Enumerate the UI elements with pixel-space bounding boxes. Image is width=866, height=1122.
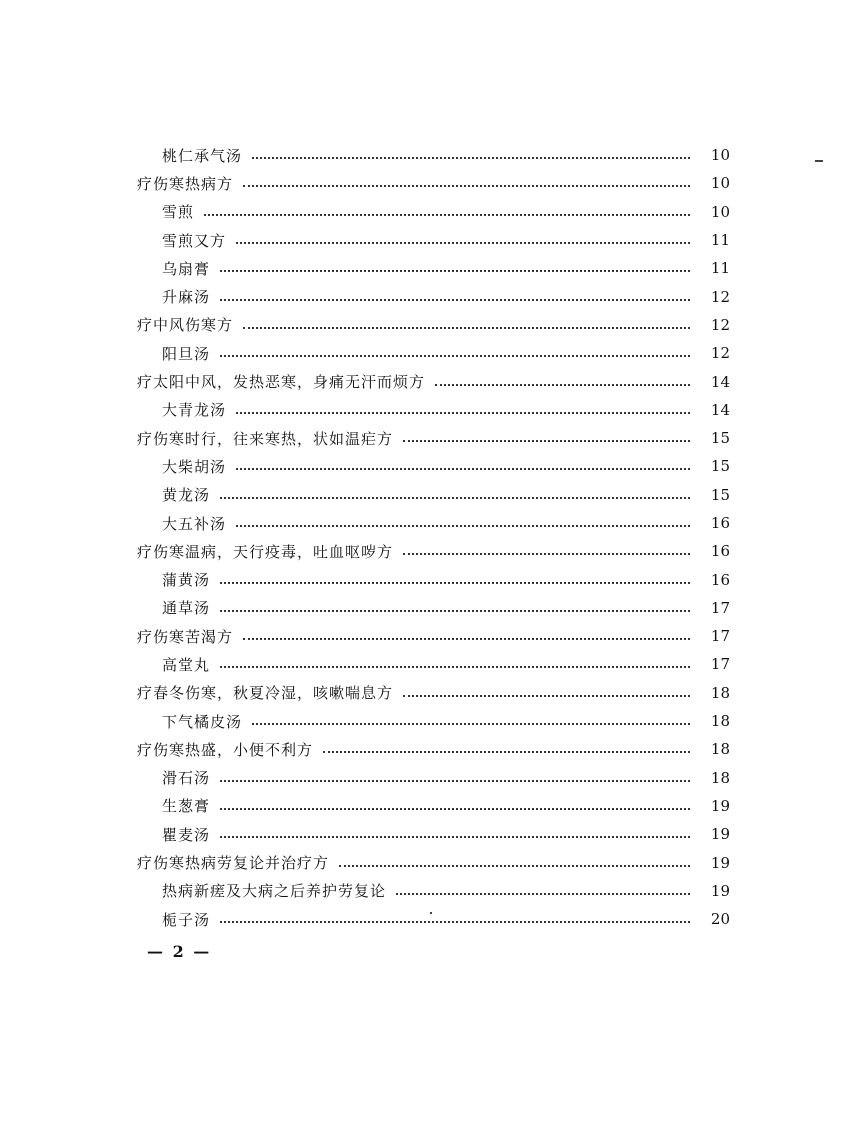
toc-entry-page: 11 (710, 231, 730, 250)
toc-entry-title: 通草汤 (162, 599, 211, 618)
dot-leader (204, 214, 690, 216)
toc-entry (0, 141, 866, 169)
page-number-footer: — 2 — (147, 942, 212, 961)
toc-entry-title: 瞿麦汤 (162, 825, 211, 844)
dot-leader (396, 893, 690, 895)
toc-entry-page: 12 (710, 344, 730, 363)
toc-entry (0, 905, 866, 933)
toc-entry-title: 黄龙汤 (162, 486, 211, 505)
dot-leader (435, 384, 690, 386)
toc-entry-title: 疗春冬伤寒，秋夏冷湿，咳嗽喘息方 (137, 684, 394, 703)
toc-entry (0, 282, 866, 310)
toc-entry (0, 254, 866, 282)
toc-entry-title: 疗伤寒苦渴方 (137, 627, 234, 646)
toc-entry (0, 169, 866, 197)
toc-entry (0, 509, 866, 537)
dot-leader (403, 440, 690, 442)
toc-entry-page: 17 (710, 598, 730, 617)
dot-leader (220, 836, 690, 838)
toc-entry-page: 17 (710, 655, 730, 674)
toc-entry (0, 537, 866, 565)
toc-entry-page: 14 (710, 400, 730, 419)
toc-entry-title: 高堂丸 (162, 655, 211, 674)
toc-entry-page: 19 (710, 825, 730, 844)
toc-entry-page: 11 (710, 259, 730, 278)
dot-leader (236, 412, 690, 414)
toc-entry-page: 12 (710, 315, 730, 334)
toc-entry (0, 311, 866, 339)
toc-entry-page: 19 (710, 796, 730, 815)
toc-entry-title: 疗太阳中风，发热恶寒，身痛无汗而烦方 (137, 373, 426, 392)
dot-leader (236, 242, 690, 244)
toc-entry (0, 594, 866, 622)
dot-leader (220, 355, 690, 357)
toc-entry-page: 18 (710, 683, 730, 702)
table-of-contents (0, 141, 866, 933)
toc-entry (0, 792, 866, 820)
toc-entry-page: 15 (710, 485, 730, 504)
dot-leader (220, 808, 690, 810)
toc-entry (0, 735, 866, 763)
dot-leader (323, 751, 690, 753)
dot-leader (220, 497, 690, 499)
toc-entry (0, 622, 866, 650)
dot-leader (220, 582, 690, 584)
dot-leader (220, 921, 690, 923)
toc-entry-page: 18 (710, 740, 730, 759)
toc-entry-page: 19 (710, 853, 730, 872)
toc-entry-title: 雪煎又方 (162, 231, 227, 250)
dot-leader (403, 695, 690, 697)
dot-leader (220, 780, 690, 782)
toc-entry-title: 热病新瘥及大病之后养护劳复论 (162, 882, 387, 901)
toc-entry-title: 栀子汤 (162, 910, 211, 929)
toc-entry (0, 226, 866, 254)
toc-entry-page: 18 (710, 712, 730, 731)
toc-entry (0, 679, 866, 707)
dot-leader (339, 865, 690, 867)
toc-entry (0, 198, 866, 226)
scan-speck (815, 160, 823, 162)
dot-leader (236, 525, 690, 527)
toc-entry (0, 367, 866, 395)
toc-entry-title: 疗伤寒时行，往来寒热，状如温疟方 (137, 429, 394, 448)
toc-entry-page: 10 (710, 202, 730, 221)
toc-entry (0, 707, 866, 735)
dot-leader (252, 723, 690, 725)
dot-leader (220, 610, 690, 612)
toc-entry (0, 565, 866, 593)
toc-entry-page: 16 (710, 570, 730, 589)
toc-entry (0, 396, 866, 424)
toc-entry (0, 848, 866, 876)
toc-entry (0, 452, 866, 480)
dot-leader (403, 553, 690, 555)
toc-entry-page: 19 (710, 881, 730, 900)
toc-entry-title: 疗伤寒温病，天行疫毒，吐血呕哕方 (137, 542, 394, 561)
toc-entry-page: 12 (710, 287, 730, 306)
toc-entry-page: 15 (710, 457, 730, 476)
toc-entry (0, 481, 866, 509)
toc-entry (0, 650, 866, 678)
toc-entry-page: 14 (710, 372, 730, 391)
toc-entry-title: 大五补汤 (162, 514, 227, 533)
toc-entry-page: 15 (710, 429, 730, 448)
toc-entry-page: 16 (710, 542, 730, 561)
toc-entry-title: 疗伤寒热盛，小便不利方 (137, 740, 314, 759)
toc-entry (0, 820, 866, 848)
toc-entry-page: 18 (710, 768, 730, 787)
toc-entry-page: 10 (710, 174, 730, 193)
toc-entry-title: 雪煎 (162, 203, 195, 222)
dot-leader (243, 185, 690, 187)
dot-leader (220, 666, 690, 668)
toc-entry-title: 下气橘皮汤 (162, 712, 243, 731)
toc-entry-page: 16 (710, 514, 730, 532)
toc-entry-title: 滑石汤 (162, 769, 211, 788)
toc-entry-title: 疗伤寒热病劳复论并治疗方 (137, 854, 330, 873)
dot-leader (236, 468, 690, 470)
toc-entry-title: 大柴胡汤 (162, 457, 227, 476)
toc-entry (0, 877, 866, 905)
toc-entry-title: 蒲黄汤 (162, 571, 211, 590)
toc-entry-title: 升麻汤 (162, 288, 211, 307)
toc-entry-title: 疗伤寒热病方 (137, 174, 234, 193)
toc-entry-title: 阳旦汤 (162, 344, 211, 363)
toc-entry-title: 生葱膏 (162, 797, 211, 816)
toc-entry-title: 大青龙汤 (162, 401, 227, 420)
toc-entry-page: 10 (710, 146, 730, 165)
toc-entry-page: 17 (710, 627, 730, 646)
toc-entry (0, 339, 866, 367)
toc-entry-title: 疗中风伤寒方 (137, 316, 234, 335)
scan-speck (430, 912, 432, 914)
dot-leader (243, 327, 690, 329)
dot-leader (252, 157, 690, 159)
toc-entry (0, 424, 866, 452)
toc-entry-title: 乌扇膏 (162, 259, 211, 278)
dot-leader (243, 638, 690, 640)
dot-leader (220, 299, 690, 301)
toc-entry (0, 764, 866, 792)
toc-entry-title: 桃仁承气汤 (162, 146, 243, 165)
dot-leader (220, 270, 690, 272)
toc-entry-page: 20 (710, 910, 730, 929)
